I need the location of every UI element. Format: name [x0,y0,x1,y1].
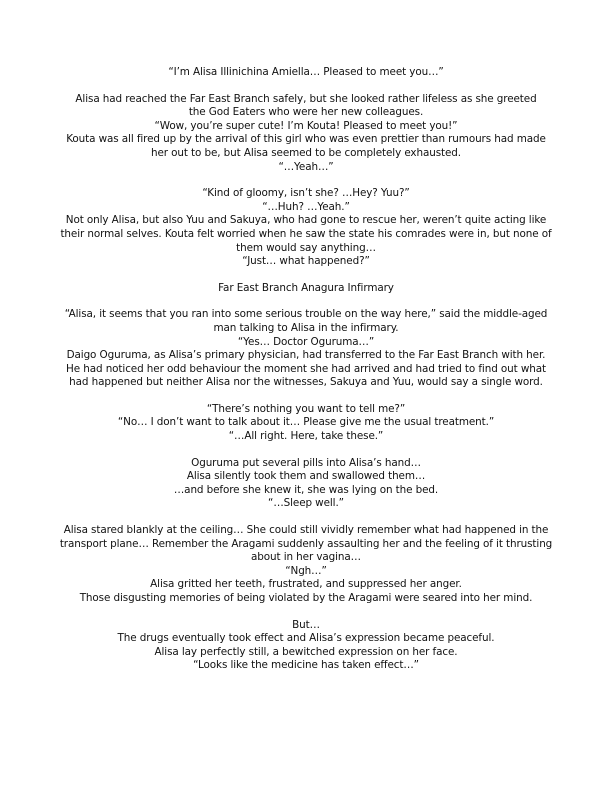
text-line: Kouta was all fired up by the arrival of this girl who was even prettier than rumours had made [66,133,546,146]
text-line: Those disgusting memories of being violated by the Aragami were seared into her mind. [79,592,533,604]
dialogue-line: “I’m Alisa Illinichina Amiella… Pleased to meet you…” [168,66,444,78]
dialogue-line: “Ngh…” [285,564,327,577]
text-line: …and before she knew it, she was lying on the bed. [173,483,439,496]
text-line: about in her vagina… [251,551,361,564]
dialogue-line: “Yes… Doctor Oguruma…” [237,335,375,348]
paragraph-pills [12,457,600,511]
text-line: transport plane… Remember the Aragami suddenly assaulting her and the feeling of it thrusting [59,537,553,550]
text-line: Alisa had reached the Far East Branch safely, but she looked rather lifeless as she greeted [75,92,537,105]
text-line: Not only Alisa, but also Yuu and Sakuya, who had gone to rescue her, weren’t quite acting like [65,214,547,227]
paragraph-gap [12,511,600,524]
text-line: The drugs eventually took effect and Alisa’s expression became peaceful. [117,632,495,645]
dialogue-line: “There’s nothing you want to tell me?” [206,402,406,415]
text-line: He had noticed her odd behaviour the moment she had arrived and had tried to find out what [66,362,546,375]
paragraph-gap [12,174,600,187]
paragraph-greeting [12,66,600,80]
text-line: Alisa gritted her teeth, frustrated, and suppressed her anger. [150,578,462,591]
paragraph-gloomy [12,187,600,269]
dialogue-line: “Looks like the medicine has taken effect…” [193,659,419,672]
paragraph-infirmary [12,308,600,390]
paragraph-gap [12,269,600,282]
dialogue-line: “Kind of gloomy, isn’t she? …Hey? Yuu?” [202,187,410,200]
location-line: Far East Branch Anagura Infirmary [218,281,394,294]
dialogue-line: “…Yeah…” [278,160,334,173]
paragraph-gap [12,444,600,457]
paragraph-treatment [12,403,600,444]
scene-heading [12,282,600,296]
paragraph-arrival [12,93,600,175]
paragraph-ending [12,619,600,673]
text-line: the God Eaters who were her new colleagues. [188,106,424,119]
text-line: Alisa silently took them and swallowed them… [186,470,426,483]
dialogue-line: “Wow, you’re super cute! I’m Kouta! Pleased to meet you!” [154,119,458,132]
paragraph-gap [12,295,600,308]
paragraph-gap [12,606,600,619]
paragraph-memory [12,524,600,606]
dialogue-line: “…Sleep well.” [268,497,344,510]
text-line: Alisa stared blankly at the ceiling… She could still vividly remember what had happened in the [63,524,549,537]
text-line: man talking to Alisa in the infirmary. [213,321,399,334]
dialogue-line: “…Huh? …Yeah.” [262,200,350,213]
dialogue-line: “Just… what happened?” [242,255,370,268]
text-line: But… [292,618,320,631]
text-line: her out to be, but Alisa seemed to be completely exhausted. [150,146,461,159]
dialogue-line: “Alisa, it seems that you ran into some serious trouble on the way here,” said the middle-aged [64,308,548,321]
text-line: Daigo Oguruma, as Alisa’s primary physician, had transferred to the Far East Branch with her. [66,349,546,362]
paragraph-gap [12,390,600,403]
dialogue-line: “No… I don’t want to talk about it… Please give me the usual treatment.” [117,416,495,429]
text-line: Alisa lay perfectly still, a bewitched expression on her face. [154,645,458,658]
text-line: had happened but neither Alisa nor the witnesses, Sakuya and Yuu, would say a single word. [69,376,543,389]
text-line: Oguruma put several pills into Alisa’s hand… [191,456,421,469]
dialogue-line: “…All right. Here, take these.” [228,430,384,443]
paragraph-gap [12,80,600,93]
story-page [12,66,600,673]
text-line: their normal selves. Kouta felt worried when he saw the state his comrades were in, but none of [60,227,552,240]
text-line: them would say anything… [236,241,376,254]
